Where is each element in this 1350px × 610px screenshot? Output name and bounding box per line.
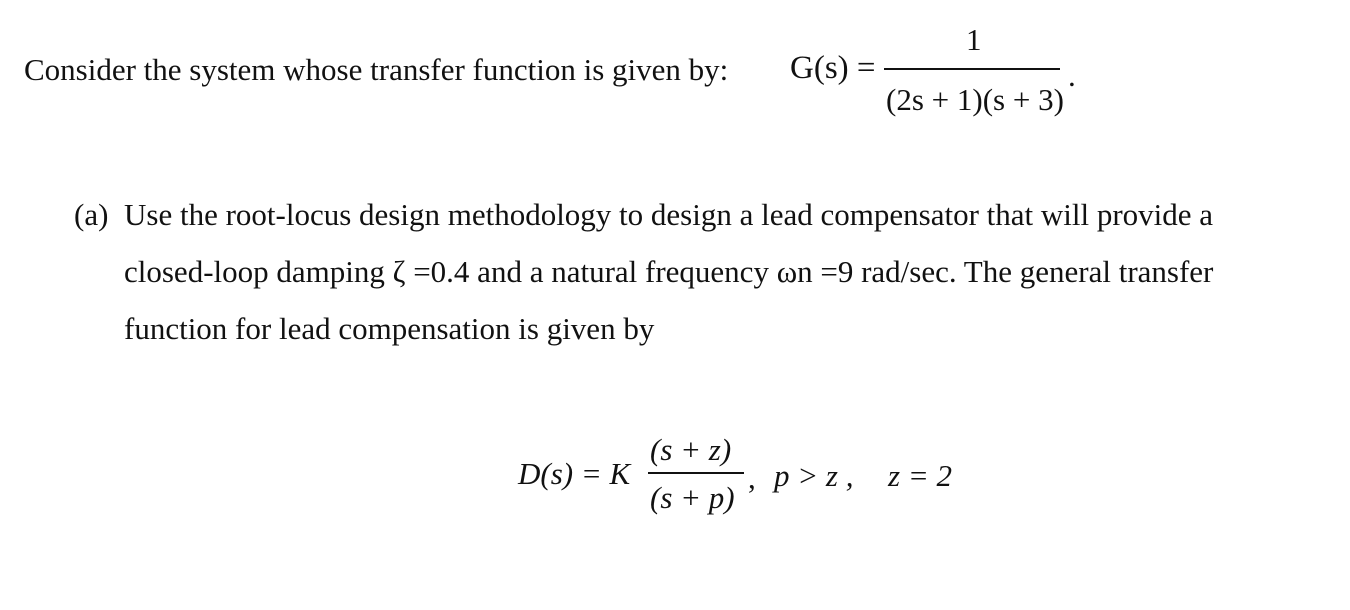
d-fraction-bar xyxy=(648,472,744,474)
g-numerator: 1 xyxy=(966,22,982,57)
part-a-line-3: function for lead compensation is given by xyxy=(124,311,655,346)
g-denominator: (2s + 1)(s + 3) xyxy=(886,82,1064,117)
condition-z-equals-2: z = 2 xyxy=(888,458,952,493)
g-lhs: G(s) = xyxy=(790,50,876,86)
part-a-line-1: Use the root-locus design methodology to design a lead compensator that will provide a xyxy=(124,197,1214,232)
d-numerator: (s + z) xyxy=(650,432,732,467)
d-denominator: (s + p) xyxy=(650,480,735,515)
d-lhs: D(s) = K xyxy=(518,456,631,491)
g-fraction-bar xyxy=(884,68,1060,70)
condition-p-gt-z: p > z , xyxy=(774,458,854,493)
part-a-line-2: closed-loop damping ζ =0.4 and a natural frequency ωn =9 rad/sec. The general transfer xyxy=(124,254,1214,289)
d-comma: , xyxy=(748,460,756,495)
g-period: . xyxy=(1068,58,1076,93)
part-a-label: (a) xyxy=(74,197,109,232)
intro-text: Consider the system whose transfer function is given by: xyxy=(24,52,729,87)
